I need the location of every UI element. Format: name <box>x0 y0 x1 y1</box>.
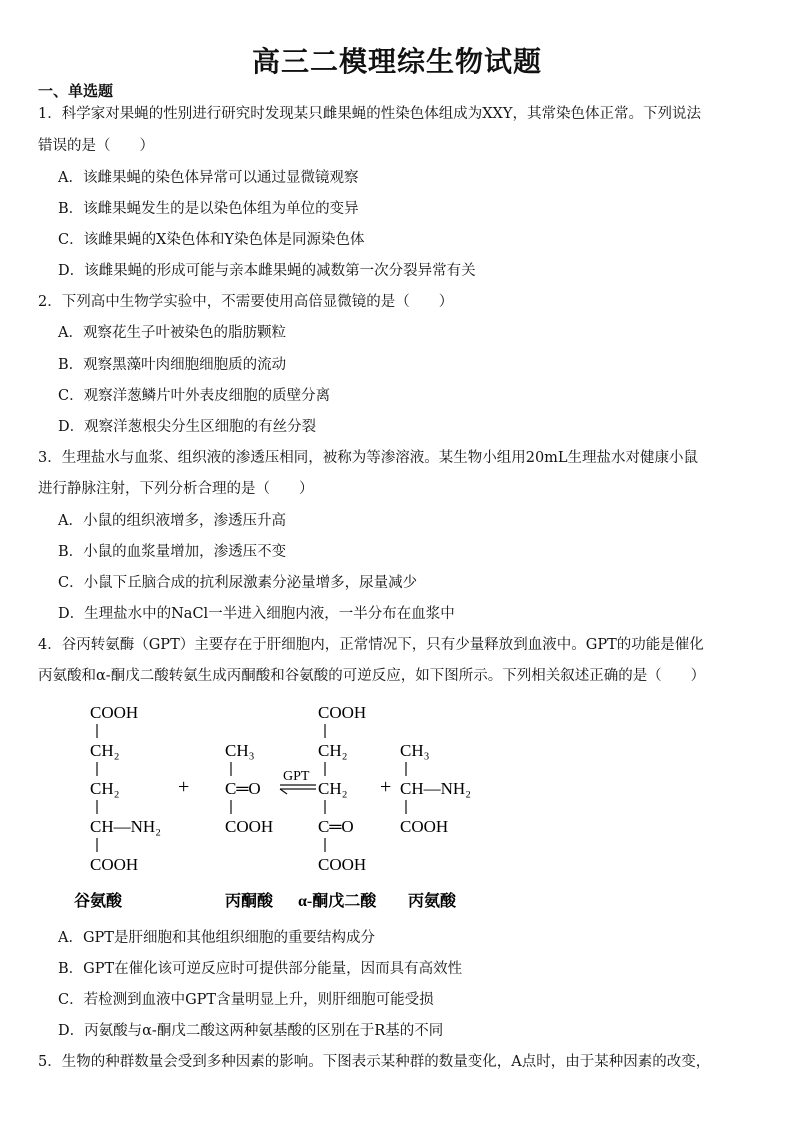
question-1-option-c: C．该雌果蝇的X染色体和Y染色体是同源染色体 <box>58 232 365 248</box>
alanine-structure <box>400 741 471 836</box>
question-1-option-a: A．该雌果蝇的染色体异常可以通过显微镜观察 <box>58 170 359 186</box>
question-3-option-b: B．小鼠的血浆量增加，渗透压不变 <box>58 544 287 560</box>
ala-atom-3: COOH <box>400 817 449 836</box>
question-4-option-a: A．GPT是肝细胞和其他组织细胞的重要结构成分 <box>58 930 375 946</box>
label-glutamate: 谷氨酸 <box>74 893 123 910</box>
pyr-atom-1: CH₃ <box>225 741 255 760</box>
glu-atom-4: CH—NH₂ <box>90 817 162 836</box>
glu-atom-1: COOH <box>90 703 139 722</box>
enzyme-label: GPT <box>283 769 310 784</box>
glu-atom-5: COOH <box>90 855 139 874</box>
question-4-stem-line-2: 丙氨酸和α-酮戊二酸转氨生成丙酮酸和谷氨酸的可逆反应，如下图所示。下列相关叙述正确的是（ ） <box>38 668 706 684</box>
question-1-option-b: B．该雌果蝇发生的是以染色体组为单位的变异 <box>58 201 359 217</box>
question-1-stem-line-1: 1．科学家对果蝇的性别进行研究时发现某只雌果蝇的性染色体组成为XXY，其常染色体正常。下列说法 <box>38 106 701 122</box>
question-2-option-b: B．观察黑藻叶肉细胞细胞质的流动 <box>58 357 287 373</box>
page-title: 高三二模理综生物试题 <box>251 45 542 78</box>
pyruvate-structure <box>225 741 273 836</box>
arrow-head <box>280 789 287 794</box>
question-3-stem-line-1: 3．生理盐水与血浆、组织液的渗透压相同，被称为等渗溶液。某生物小组用20mL生理盐水对健康小鼠 <box>38 450 699 466</box>
plus-sign-2: + <box>380 776 392 798</box>
akg-atom-1: COOH <box>318 703 367 722</box>
akg-atom-2: CH₂ <box>318 741 348 760</box>
question-2-option-a: A．观察花生子叶被染色的脂肪颗粒 <box>58 325 286 341</box>
akg-atom-5: COOH <box>318 855 367 874</box>
question-2-option-c: C．观察洋葱鳞片叶外表皮细胞的质壁分离 <box>58 388 331 404</box>
reversible-arrow <box>280 769 316 794</box>
question-1-stem-line-2: 错误的是（ ） <box>38 138 154 154</box>
pyr-atom-2: C═O <box>225 779 261 798</box>
akg-atom-4: C═O <box>318 817 354 836</box>
question-3-stem-line-2: 进行静脉注射，下列分析合理的是（ ） <box>38 481 314 497</box>
reaction-diagram <box>70 694 500 920</box>
question-4-option-d: D．丙氨酸与α-酮戊二酸这两种氨基酸的区别在于R基的不同 <box>58 1023 444 1039</box>
ala-atom-2: CH—NH₂ <box>400 779 472 798</box>
question-3-option-a: A．小鼠的组织液增多，渗透压升高 <box>58 513 286 529</box>
question-2-stem-line-1: 2．下列高中生物学实验中，不需要使用高倍显微镜的是（ ） <box>38 294 454 310</box>
akg-atom-3: CH₂ <box>318 779 348 798</box>
glutamate-structure <box>90 703 161 874</box>
question-1-option-d: D．该雌果蝇的形成可能与亲本雌果蝇的减数第一次分裂异常有关 <box>58 263 476 279</box>
alpha-ketoglutarate-structure <box>318 703 366 874</box>
label-alpha-ketoglutarate: α-酮戊二酸 <box>298 893 377 910</box>
label-pyruvate: 丙酮酸 <box>225 893 274 910</box>
glu-atom-3: CH₂ <box>90 779 120 798</box>
question-4-option-b: B．GPT在催化该可逆反应时可提供部分能量，因而具有高效性 <box>58 961 463 977</box>
label-alanine: 丙氨酸 <box>408 893 457 910</box>
section-heading: 一、单选题 <box>38 82 114 100</box>
question-3-option-d: D．生理盐水中的NaCl一半进入细胞内液，一半分布在血浆中 <box>58 606 455 622</box>
glu-atom-2: CH₂ <box>90 741 120 760</box>
pyr-atom-3: COOH <box>225 817 274 836</box>
question-4-stem-line-1: 4．谷丙转氨酶（GPT）主要存在于肝细胞内，正常情况下，只有少量释放到血液中。GPT的功能是催化 <box>38 637 704 653</box>
ala-atom-1: CH₃ <box>400 741 430 760</box>
question-2-option-d: D．观察洋葱根尖分生区细胞的有丝分裂 <box>58 419 317 435</box>
question-3-option-c: C．小鼠下丘脑合成的抗利尿激素分泌量增多，尿量减少 <box>58 575 418 591</box>
question-5-stem-line-1: 5．生物的种群数量会受到多种因素的影响。下图表示某种群的数量变化，A点时，由于某种因素的改变， <box>38 1054 711 1070</box>
plus-sign-1: + <box>178 776 190 798</box>
question-4-option-c: C．若检测到血液中GPT含量明显上升，则肝细胞可能受损 <box>58 992 434 1008</box>
